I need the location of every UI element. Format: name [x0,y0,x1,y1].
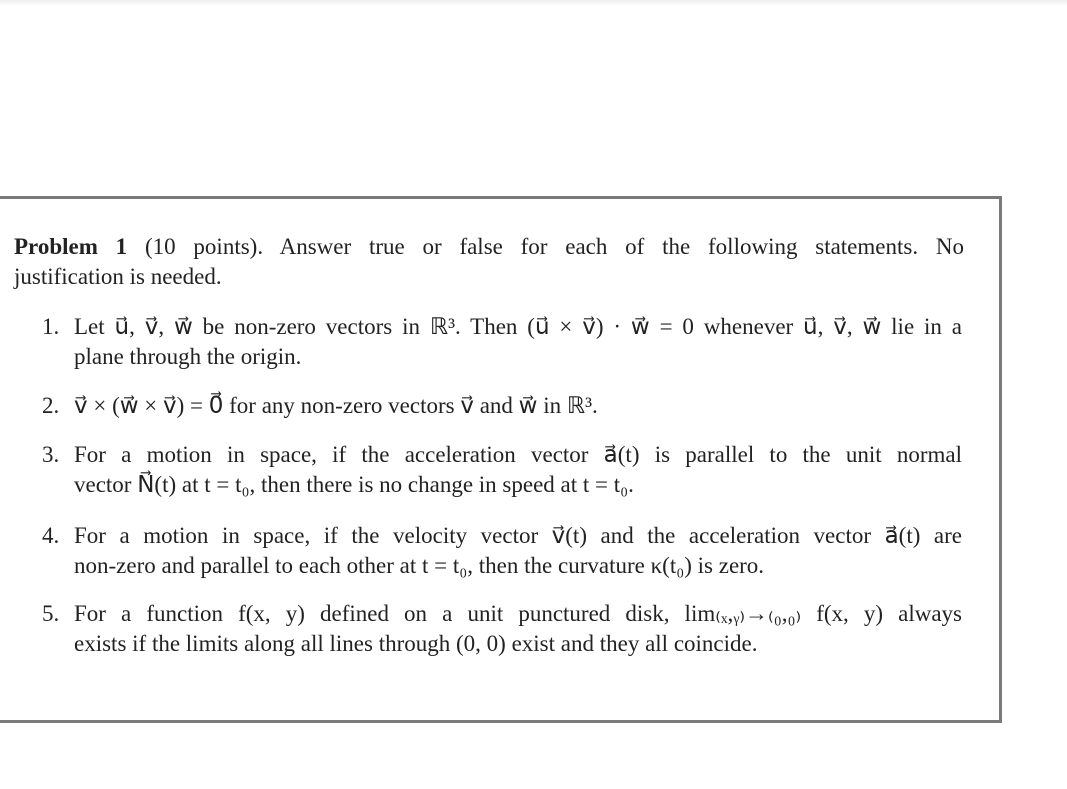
statement-text-line2: vector N⃗(t) at t = t₀, then there is no change in speed at t = t₀. [74,472,634,497]
top-shadow-strip [0,0,1067,6]
problem-title: Problem 1 [14,234,128,259]
problem-header [14,232,964,292]
problem-instruction-line1: Answer true or false for each of the following statements. No [279,234,964,259]
statement-text-line1: For a motion in space, if the acceleration vector a⃗(t) is parallel to the unit normal [74,442,962,467]
statement-text-line2: exists if the limits along all lines through (0, 0) exist and they all coincide. [74,631,758,656]
statement-1 [42,312,962,372]
statement-number: 1. [42,314,60,339]
statement-number: 2. [42,393,60,418]
statement-text-line2: plane through the origin. [74,344,302,369]
statement-3 [42,440,962,500]
statement-number: 5. [42,601,60,626]
statement-text-line2: non-zero and parallel to each other at t = t₀, then the curvature κ(t₀) is zero. [74,553,765,578]
problem-points: (10 points). [144,234,264,259]
statement-text-line1: v⃗ × (w⃗ × v⃗) = 0⃗ for any non-zero vectors v⃗ and w⃗ in ℝ³. [74,393,598,418]
statement-2 [42,391,962,421]
statement-text-line1: Let u⃗, v⃗, w⃗ be non-zero vectors in ℝ³. Then (u⃗ × v⃗) · w⃗ = 0 whenever u⃗, v⃗, w⃗ lie in a [74,314,962,339]
statement-text-line1: For a function f(x, y) defined on a unit punctured disk, lim₍ₓ,ᵧ₎→₍₀,₀₎ f(x, y) always [74,601,962,626]
statement-number: 3. [42,442,60,467]
statement-number: 4. [42,523,60,548]
statement-text-line1: For a motion in space, if the velocity vector v⃗(t) and the acceleration vector a⃗(t) are [74,523,962,548]
header-line-1 [14,232,964,262]
statement-5 [42,599,962,659]
statement-4 [42,521,962,581]
problem-instruction-line2: justification is needed. [14,264,222,289]
